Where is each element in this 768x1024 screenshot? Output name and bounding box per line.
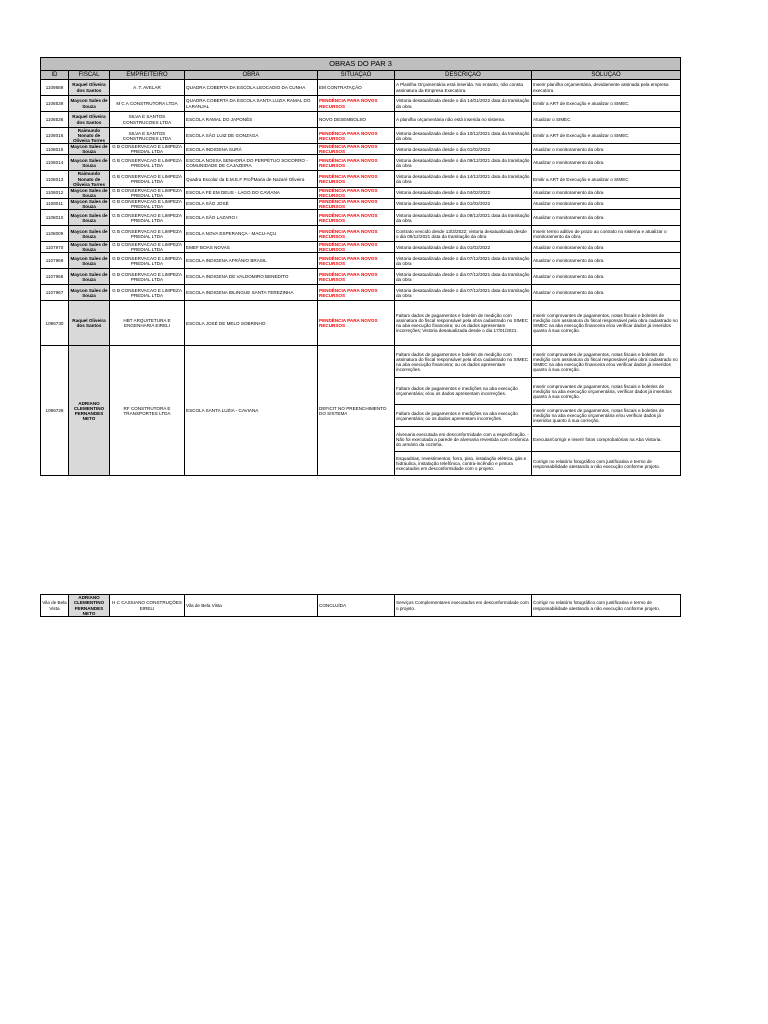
cell-descricao: Vistoria desatualizada desde o dia 14/12/2021 data da tramitação da obra — [395, 171, 532, 187]
works-table — [40, 57, 681, 476]
cell-empreiteiro: G B CONSERVACAO E LIMPEZA PREDIAL LTDA — [110, 144, 185, 155]
cell-solucao: Atualizar o monitoramento da obra — [532, 210, 681, 226]
cell-id: 1107970 — [41, 242, 69, 253]
cell-solucao: Emitir a ART de Execução e atualizar o SIMEC — [532, 96, 681, 112]
cell-id: 1108539 — [41, 96, 69, 112]
cell-situacao: PENDÊNCIA PARA NOVOS RECURSOS — [318, 198, 395, 209]
cell-obra: ESCOLA SANTA LUZIA - CAVIANA — [185, 346, 318, 476]
cell-situacao: PENDÊNCIA PARA NOVOS RECURSOS — [318, 301, 395, 346]
table-row — [41, 171, 681, 187]
cell-descricao: Alvenaria executada em desconformidade com a especificação. - Não foi executada a parede de alvenaria revestida com cerâmica do armário da cozinha. — [395, 427, 532, 452]
cell-situacao: PENDÊNCIA PARA NOVOS RECURSOS — [318, 128, 395, 144]
cell-descricao: Contrato vencido desde 13/3/2022; vistoria desatualizada desde o dia 09/12/2021 data da tramitação da obra — [395, 226, 532, 242]
cell-empreiteiro: RF CONSTRUTORA E TRANSPORTES LTDA — [110, 346, 185, 476]
cell-descricao: Vistoria desatualizada desde o dia 09/12/2021 data da tramitação da obra — [395, 210, 532, 226]
cell-fiscal: Maycon Sales de Souza — [70, 198, 108, 210]
cell-obra: ESCOLA NOVA ESPERANÇA - MACU-AÇU — [185, 226, 318, 242]
cell-fiscal: Maycon Sales de Souza — [70, 187, 108, 198]
cell-situacao: PENDÊNCIA PARA NOVOS RECURSOS — [318, 144, 395, 155]
cell-descricao: Vistoria desatualizada desde o dia 01/02/2022 — [395, 242, 532, 253]
cell-id: 1108012 — [41, 187, 69, 198]
cell-fiscal: Raimundo Nonato de Oliveira Torres — [69, 171, 110, 187]
cell-empreiteiro: G B CONSERVACAO E LIMPEZA PREDIAL LTDA — [110, 242, 185, 253]
cell-id: 1108010 — [41, 210, 69, 226]
cell-id: 1108536 — [41, 112, 69, 128]
table-row — [41, 112, 681, 128]
cell-obra: Quadra Escolar da E.M.E.F ProfªMaria de Nazaré Oliveira — [185, 171, 318, 187]
cell-descricao: Vistoria desatualizada desde o dia 10/12/2021 data da tramitação da obra — [395, 128, 532, 144]
cell-solucao: Atualizar o SIMEC — [532, 112, 681, 128]
header-obra: OBRA — [185, 71, 318, 80]
cell-solucao: Atualizar o monitoramento da obra — [532, 155, 681, 171]
cell-empreiteiro: A .T. AVELAR — [110, 80, 185, 96]
cell-solucao: Inserir comprovantes de pagamentos, notas fiscais e boletins de medição na aba execução orçamentária e/ou verificar dados já inseridos quanto à sua correção. — [532, 405, 681, 427]
cell-id: 1107968 — [41, 269, 69, 285]
cell-situacao: EM CONTRATAÇÃO — [318, 80, 395, 96]
cell-obra: ESCOLA INDIGENA BILINGUE SANTA TEREZINHA — [185, 285, 318, 301]
cell-situacao: PENDÊNCIA PARA NOVOS RECURSOS — [318, 171, 395, 187]
table-row — [41, 198, 681, 209]
cell-solucao: Emitir a ART de Execução e atualizar o SIMEC — [532, 171, 681, 187]
cell-fiscal: Maycon Sales de Souza — [69, 210, 110, 226]
header-id: ID — [41, 71, 69, 80]
cell-id: Vila de Bela Vista — [41, 595, 69, 617]
cell-id: 1096729 — [41, 346, 69, 476]
cell-fiscal: Maycon Sales de Souza — [69, 269, 110, 285]
cell-id: 1108009 — [41, 226, 69, 242]
cell-empreiteiro: SILVA E SANTOS CONSTRUCOES LTDA — [110, 128, 185, 144]
cell-empreiteiro: G B CONSERVACAO E LIMPEZA PREDIAL LTDA — [110, 253, 185, 269]
cell-descricao: A planilha orçamentária não está inserida no sistema. — [395, 112, 532, 128]
cell-fiscal: Maycon Sales de Souza — [69, 226, 110, 242]
cell-fiscal: Maycon Sales de Souza — [69, 155, 110, 171]
cell-situacao: DEFICIT NO PREENCHIMENTO DO SISTEMA — [318, 346, 395, 476]
cell-situacao: PENDÊNCIA PARA NOVOS RECURSOS — [318, 210, 395, 226]
cell-fiscal: Raimundo Nonato de Oliveira Torres — [69, 128, 110, 144]
cell-id: 1107967 — [41, 285, 69, 301]
table-row — [41, 144, 681, 155]
cell-fiscal: Raquel Oliveira dos Santos — [69, 80, 110, 96]
table-title: OBRAS DO PAR 3 — [41, 58, 681, 71]
cell-situacao: NOVO DESEMBOLSO — [318, 112, 395, 128]
cell-solucao: Inserir comprovantes de pagamentos, notas fiscais e boletins de medição com assinatura do fiscal responsável pela obra cadastrado no SIMEC na aba execução financeira e/ou verificar dados já inseridos quanto à sua correção. — [532, 301, 681, 346]
cell-situacao: PENDÊNCIA PARA NOVOS RECURSOS — [318, 96, 395, 112]
cell-empreiteiro: G B CONSERVACAO E LIMPEZA PREDIAL LTDA — [110, 226, 185, 242]
cell-solucao: Atualizar o monitoramento da obra — [532, 269, 681, 285]
cell-empreiteiro: G B CONSERVACAO E LIMPEZA PREDIAL LTDA — [110, 210, 185, 226]
cell-obra: ESCOLA SÃO JOSÉ — [185, 198, 318, 209]
cell-solucao: Atualizar o monitoramento da obra — [532, 198, 681, 209]
cell-descricao: Vistoria desatualizada desde o dia 07/12/2021 data da tramitação da obra — [395, 285, 532, 301]
cell-empreiteiro: G B CONSERVACAO E LIMPEZA PREDIAL LTDA — [110, 155, 185, 171]
cell-descricao: Vistoria desatualizada desde o dia 09/12/2021 data da tramitação da obra — [395, 155, 532, 171]
cell-solucao: Atualizar o monitoramento da obra — [532, 187, 681, 198]
table-row — [41, 187, 681, 198]
table-row — [41, 226, 681, 242]
cell-fiscal: Maycon Sales de Souza — [69, 253, 110, 269]
table-row — [41, 285, 681, 301]
cell-situacao: PENDÊNCIA PARA NOVOS RECURSOS — [318, 285, 395, 301]
cell-situacao: PENDÊNCIA PARA NOVOS RECURSOS — [318, 155, 395, 171]
cell-id: 1107969 — [41, 253, 69, 269]
table-row — [41, 96, 681, 112]
cell-descricao: Vistoria desatualizada desde o dia 01/02/2022 — [395, 198, 532, 209]
cell-obra: ESCOLA FÉ EM DEUS - LAGO DO CAVIANA — [185, 187, 318, 198]
cell-descricao: Vistoria desatualizada desde o dia 07/12/2021 data da tramitação da obra — [395, 253, 532, 269]
cell-empreiteiro: M C A CONSTRUTORA LTDA — [110, 96, 185, 112]
cell-descricao: Faltam dados de pagamentos e boletim de medição com assinatura do fiscal responsável pela obra cadastrado no SIMEC na aba execução financeira; ou os dados apresentam incorreções. — [395, 346, 532, 378]
cell-situacao: CONCLUÍDA — [318, 595, 395, 617]
cell-situacao: PENDÊNCIA PARA NOVOS RECURSOS — [318, 253, 395, 269]
cell-id: 1108013 — [41, 171, 69, 187]
header-solucao: SOLUÇÃO — [532, 71, 681, 80]
cell-solucao: Corrigir no relatório fotográfico com justificativa e termo de responsabilidade atestando a não execução conforme projeto. — [532, 452, 681, 476]
header-empreiteiro: EMPREITEIRO — [110, 71, 185, 80]
cell-descricao: Faltam dados de pagamentos e medições na aba execução orçamentária; ou os dados apresentam incorreções. — [395, 405, 532, 427]
cell-situacao: PENDÊNCIA PARA NOVOS RECURSOS — [318, 242, 395, 253]
cell-id: 1109889 — [41, 80, 69, 96]
bottom-table — [40, 594, 681, 617]
cell-descricao: Vistoria desatualizada desde o dia 07/12/2021 data da tramitação da obra — [395, 269, 532, 285]
cell-descricao: Vistoria desatualizada desde o dia 14/01/2022 data da tramitação da obra — [395, 96, 532, 112]
cell-empreiteiro: HBT ARQUITETURA E ENGENHARIA EIRELI — [110, 301, 185, 346]
cell-id: 1108014 — [41, 155, 69, 171]
cell-obra: EMEF BOAS NOVAS — [185, 242, 318, 253]
cell-fiscal: Maycon Sales de Souza — [69, 285, 110, 301]
cell-empreiteiro: G B CONSERVACAO E LIMPEZA PREDIAL LTDA — [110, 187, 185, 198]
cell-obra: ESCOLA RAMAL DO JAPONÊS — [185, 112, 318, 128]
cell-id: 1108015 — [41, 144, 69, 155]
cell-fiscal: Raquel Oliveira dos Santos — [69, 301, 110, 346]
header-descricao: DESCRIÇÃO — [395, 71, 532, 80]
table-row — [41, 346, 681, 378]
header-fiscal: FISCAL — [69, 71, 110, 80]
table-row — [41, 80, 681, 96]
table-row — [41, 301, 681, 346]
cell-obra: ESCOLA SÃO LAZARO I — [185, 210, 318, 226]
cell-obra: ESCOLA INDIGENA AFRÂNIO BRASIL — [185, 253, 318, 269]
table-row — [41, 595, 681, 617]
cell-solucao: Atualizar o monitoramento da obra — [532, 285, 681, 301]
cell-empreiteiro: G B CONSERVACAO E LIMPEZA PREDIAL LTDA — [110, 171, 185, 187]
cell-fiscal: ADRIANO CLEMENTINO FERNANDES NETO — [69, 346, 110, 476]
cell-obra: ESCOLA SÃO LUIZ DE GONZAGA — [185, 128, 318, 144]
cell-situacao: PENDÊNCIA PARA NOVOS RECURSOS — [318, 269, 395, 285]
cell-solucao: Inserir comprovantes de pagamentos, notas fiscais e boletins de medição na aba execução orçamentária, verificar dados já inseridos quanto à sua correção. — [532, 378, 681, 405]
cell-situacao: PENDÊNCIA PARA NOVOS RECURSOS — [318, 226, 395, 242]
cell-situacao: PENDÊNCIA PARA NOVOS RECURSOS — [318, 187, 395, 198]
cell-obra: QUADRA COBERTA DA ESCOLA LEOCADIO DA CUNHA — [185, 80, 318, 96]
cell-id: 1108016 — [41, 128, 69, 144]
cell-solucao: Corrigir no relatório fotográfico com justificativa e termo de responsabilidade atestando a não execução conforme projeto. — [532, 595, 681, 617]
cell-descricao: Vistoria desatualizada desde o dia 04/02/2022 — [395, 187, 532, 198]
cell-obra: Vila de Bela Vista — [185, 595, 318, 617]
table-row — [41, 128, 681, 144]
cell-solucao: Inserir comprovantes de pagamentos, notas fiscais e boletins de medição com assinatura do fiscal responsável pela obra cadastrado no SIMEC na aba execução financeira e/ou verificar dados já inseridos quanto à sua correção. — [532, 346, 681, 378]
cell-descricao: Serviços Complementares executados em desconformidade com o projeto. — [395, 595, 532, 617]
cell-solucao: Emitir a ART de Execução e atualizar o SIMEC — [532, 128, 681, 144]
cell-id: 1096730 — [41, 301, 69, 346]
header-situacao: SITUAÇÃO — [318, 71, 395, 80]
cell-id: 1108011 — [41, 198, 69, 209]
cell-fiscal: Raquel Oliveira dos Santos — [69, 112, 110, 128]
cell-solucao: Atualizar o monitoramento da obra — [532, 144, 681, 155]
cell-solucao: Executar/corrigir e inserir fotos comprobatórias na Aba Vistoria. — [532, 427, 681, 452]
cell-solucao: Inserir termo aditivo de prazo ao contrato no sistema e atualizar o monitoramento da obra — [532, 226, 681, 242]
cell-empreiteiro: SILVA E SANTOS CONSTRUCOES LTDA — [110, 112, 185, 128]
cell-fiscal: Maycon Sales de Souza — [70, 144, 108, 155]
cell-empreiteiro: H C CASSIANO CONSTRUÇÕES EIRELI — [110, 595, 185, 617]
cell-empreiteiro: G B CONSERVACAO E LIMPEZA PREDIAL LTDA — [110, 269, 185, 285]
cell-empreiteiro: G B CONSERVACAO E LIMPEZA PREDIAL LTDA — [110, 198, 185, 209]
cell-fiscal: Maycon Sales de Souza — [70, 242, 108, 253]
cell-obra: ESCOLA INDIGENA SURÁ — [185, 144, 318, 155]
cell-obra: ESCOLA NOSSA SENHORA DO PERPÉTUO SOCORRO - COMUNIDADE DE CAJAZEIRA — [185, 155, 318, 171]
cell-solucao: Atualizar o monitoramento da obra — [532, 253, 681, 269]
cell-descricao: Vistoria desatualizada desde o dia 01/02/2022 — [395, 144, 532, 155]
table-row — [41, 210, 681, 226]
cell-obra: ESCOLA INDIGENA DE VALDOMIRO BENEDITO — [185, 269, 318, 285]
cell-obra: QUADRA COBERTA DA ESCOLA SANTA LUZIA RAMAL DO LARANJAL — [185, 96, 318, 112]
cell-obra: ESCOLA JOSÉ DE MELO SOBRINHO — [185, 301, 318, 346]
cell-solucao: Inserir planilha orçamentária, devidamente assinada pela empresa executora — [532, 80, 681, 96]
cell-descricao: Esquadrias, revestimentos, forro, piso, instalação elétrica, gás e hidráulica, instalação telefônica, contra-incêndio e pintura executados em desconformidade com o projeto. — [395, 452, 532, 476]
table-row — [41, 155, 681, 171]
cell-fiscal: Maycon Sales de Souza — [69, 96, 110, 112]
cell-descricao: A Planilha Orçamentária está inserida. No entanto, não consta assinatura da Empresa Executora. — [395, 80, 532, 96]
cell-descricao: Faltam dados de pagamentos e boletim de medição com assinatura do fiscal responsável pela obra cadastrado no SIMEC na aba execução financeira; ou os dados apresentam incorreções; Vistoria desatualizada desde o dia 17/01/2021. — [395, 301, 532, 346]
cell-empreiteiro: G B CONSERVACAO E LIMPEZA PREDIAL LTDA — [110, 285, 185, 301]
cell-fiscal: ADRIANO CLEMENTINO FERNANDES NETO — [69, 595, 110, 617]
cell-solucao: Atualizar o monitoramento da obra — [532, 242, 681, 253]
table-row — [41, 269, 681, 285]
cell-descricao: Faltam dados de pagamentos e medições na aba execução orçamentária; e/ou os dados apresentam incorreções. — [395, 378, 532, 405]
table-row — [41, 242, 681, 253]
table-row — [41, 253, 681, 269]
